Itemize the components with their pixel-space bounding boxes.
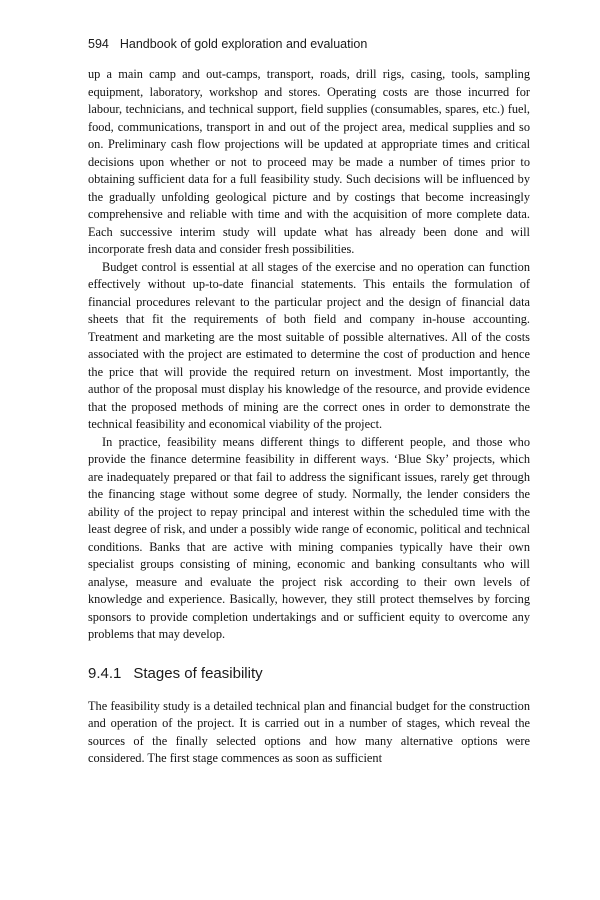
- page-number: 594: [88, 37, 109, 51]
- section-number: 9.4.1: [88, 664, 122, 682]
- running-header: [88, 36, 530, 52]
- paragraph-budget-control: Budget control is essential at all stages of the exercise and no operation can function effectively without up-to-date financial statements. This entails the formulation of financial procedures relevant to the particular project and the design of financial data sheets that fit the requirements of both field and company in-house accounting. Treatment and marketing are the most suitable of possible alternatives. All of the costs associated with the project are estimated to determine the cost of production and hence the price that will provide the required return on investment. Most importantly, the author of the proposal must display his knowledge of the resource, and provide evidence that the proposed methods of mining are the correct ones in order to demonstrate the technical feasibility and economical viability of the project.: [88, 259, 530, 431]
- running-title: Handbook of gold exploration and evaluation: [119, 37, 368, 51]
- body-text: [88, 66, 530, 768]
- paragraph-feasibility-practice: In practice, feasibility means different things to different people, and those who provide the finance determine feasibility in different ways. ‘Blue Sky’ projects, which are inadequately prepared or that fail to address the significant issues, rarely get through the financing stage without some degree of study. Normally, the lender considers the ability of the project to repay principal and interest within the scheduled time with the least degree of risk, and under a possibly wide range of economic, political and technical conditions. Banks that are active with mining companies typically have their own specialist groups consisting of mining, economic and banking consultants who will analyse, measure and evaluate the project risk according to their own levels of knowledge and experience. Basically, however, they still protect themselves by forcing sponsors to provide completion undertakings and or sufficient equity to overcome any problems that may develop.: [88, 434, 530, 641]
- paragraph-feasibility-study: The feasibility study is a detailed technical plan and financial budget for the construction and operation of the project. It is carried out in a number of stages, which reveal the sources of the finally selected options and how many alternative options were considered. The first stage commences as soon as sufficient: [88, 698, 530, 765]
- book-page: [88, 36, 530, 768]
- section-heading: [88, 664, 530, 684]
- paragraph-continued: up a main camp and out-camps, transport, roads, drill rigs, casing, tools, sampling equipment, laboratory, workshop and stores. Operating costs are those incurred for labour, technicians, and technical support, field supplies (consumables, spares, etc.) fuel, food, communications, transport in and out of the project area, medical supplies and so on. Preliminary cash flow projections will be updated at appropriate times and critical decisions upon whether or not to proceed may be made a number of times prior to obtaining sufficient data for a full feasibility study. Such decisions will be influenced by the gradually unfolding geological picture and by costings that become increasingly comprehensive and reliable with time and with the acquisition of more complete data. Each successive interim study will update what has already been done and will incorporate fresh data and consider fresh possibilities.: [88, 67, 530, 256]
- section-title: Stages of feasibility: [133, 664, 263, 682]
